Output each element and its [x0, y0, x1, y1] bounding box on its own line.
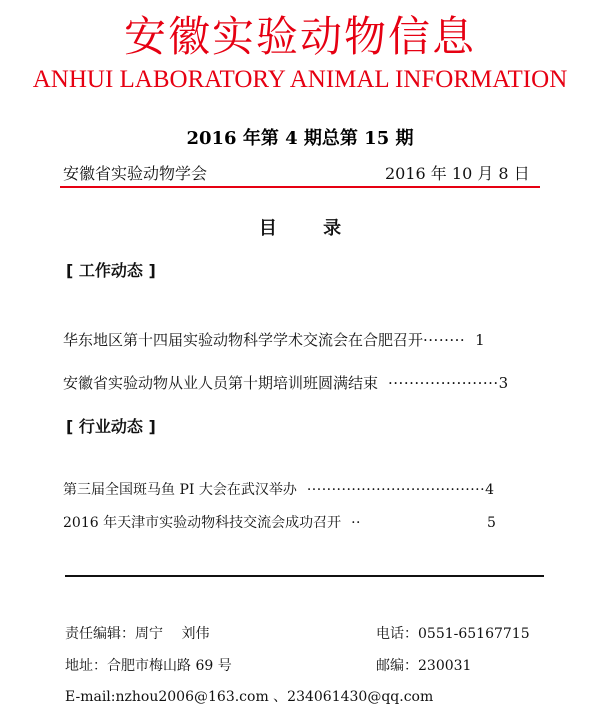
header-divider: [60, 186, 540, 188]
toc-leader-dots: ····································: [306, 482, 486, 498]
toc-entry[interactable]: [63, 372, 508, 393]
phone-info: [376, 623, 530, 643]
phone-label: 电话：: [376, 626, 418, 642]
postcode-label: 邮编：: [376, 658, 418, 674]
email-addresses[interactable]: nzhou2006@163.com 、234061430@qq.com: [115, 689, 434, 705]
postcode-value: 230031: [418, 658, 472, 674]
editor-names: 周宁 刘伟: [135, 626, 210, 642]
toc-page-number: 3: [498, 374, 509, 392]
toc-entry-title: 第三届全国斑马鱼 PI 大会在武汉举办: [63, 482, 297, 498]
email-info: [65, 686, 433, 706]
email-label: E-mail:: [65, 689, 116, 705]
toc-entry-title: 2016 年天津市实验动物科技交流会成功召开: [63, 515, 342, 531]
address-info: [65, 655, 232, 675]
editor-label: 责任编辑：: [65, 626, 135, 642]
toc-leader-dots: ········: [423, 331, 466, 349]
postcode-info: [376, 655, 471, 675]
toc-section-heading-industry-news: [ 行业动态 ]: [66, 417, 156, 436]
editor-info: [65, 623, 209, 643]
footer-divider: [65, 575, 544, 577]
toc-page-number: 1: [475, 331, 485, 349]
toc-page-number: 5: [486, 515, 496, 531]
toc-leader-dots: ·····················: [388, 374, 499, 392]
publication-title-cn: 安徽实验动物信息: [123, 12, 476, 61]
toc-leader-dots: ··: [351, 515, 361, 531]
toc-entry-title: 安徽省实验动物从业人员第十期培训班圆满结束: [63, 374, 379, 392]
toc-entry-title: 华东地区第十四届实验动物科学学术交流会在合肥召开: [63, 331, 424, 349]
toc-entry[interactable]: [63, 329, 485, 350]
toc-title: 目 录: [258, 218, 342, 239]
address-value: 合肥市梅山路 69 号: [107, 658, 232, 674]
address-label: 地址：: [65, 658, 107, 674]
toc-entry[interactable]: [63, 479, 494, 499]
issue-number: 2016 年第 4 期总第 15 期: [186, 128, 414, 149]
publisher-organization: 安徽省实验动物学会: [63, 164, 208, 183]
toc-section-heading-work-news: [ 工作动态 ]: [66, 261, 156, 280]
publication-date: 2016 年 10 月 8 日: [385, 164, 530, 183]
toc-page-number: 4: [485, 482, 494, 498]
publication-title-en: ANHUI LABORATORY ANIMAL INFORMATION: [32, 66, 568, 93]
toc-entry[interactable]: [63, 512, 496, 532]
phone-number: 0551-65167715: [418, 626, 530, 642]
